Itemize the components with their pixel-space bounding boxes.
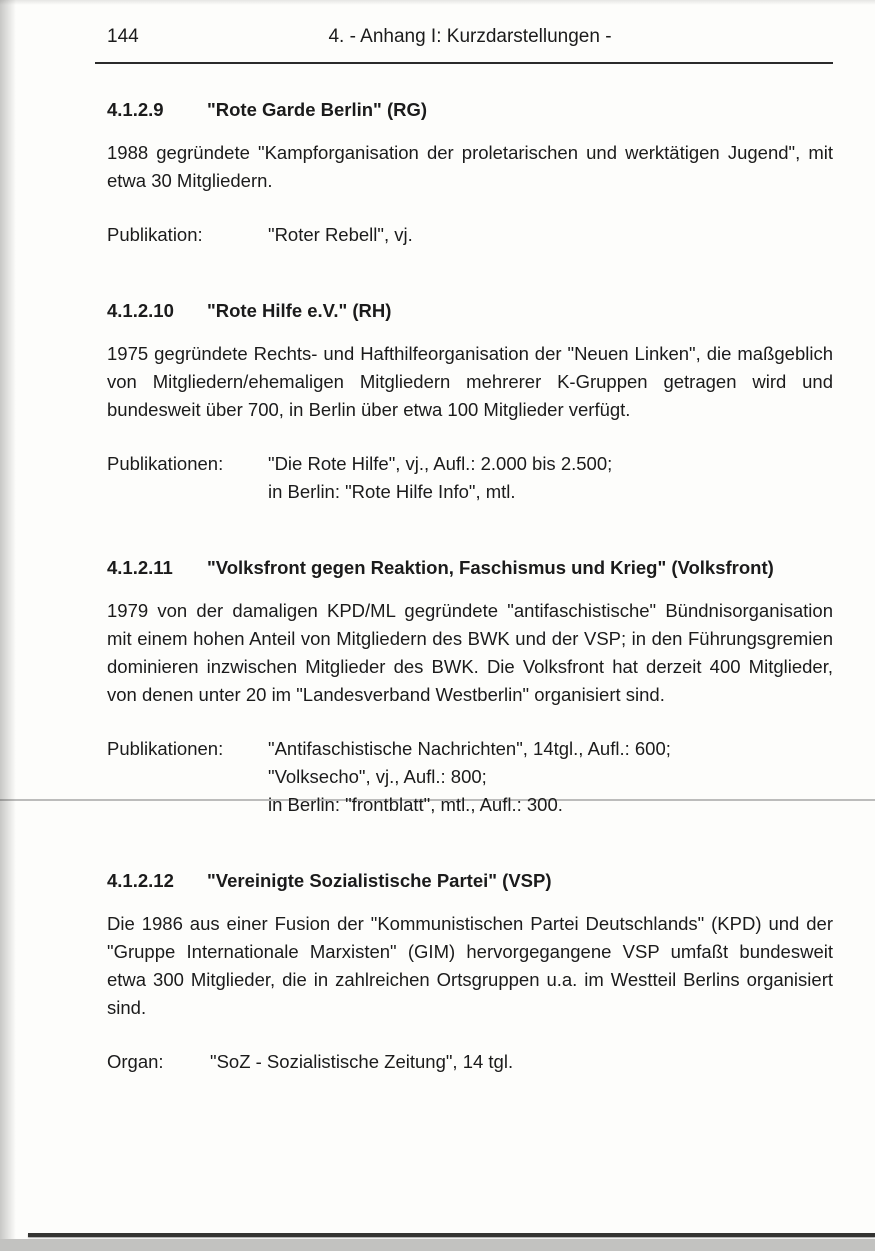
publication-block [107,1048,833,1076]
publication-block [107,735,833,819]
section-heading [107,869,833,892]
header-rule [95,62,833,64]
section-body: 1988 gegründete "Kampforganisation der proletarischen und werktätigen Jugend", mit etwa 30 Mitgliedern. [107,142,833,191]
publication-lines [268,735,833,819]
publication-line: "Die Rote Hilfe", vj., Aufl.: 2.000 bis 2.500; [268,453,613,474]
publication-line: in Berlin: "frontblatt", mtl., Aufl.: 300. [268,794,563,815]
publication-lines [268,450,833,506]
section-body: 1975 gegründete Rechts- und Hafthilfeorganisation der "Neuen Linken", die maßgeblich von Mitgliedern/ehemaligen Mitgliedern mehrerer K-Gruppen getragen wird und bundesweit über 700, in Berlin über etwa 100 Mitglieder verfügt. [107,343,833,420]
section-number: 4.1.2.9 [107,99,164,120]
section-body: Die 1986 aus einer Fusion der "Kommunistischen Partei Deutschlands" (KPD) und der "Gruppe Internationale Marxisten" (GIM) hervorgegangene VSP umfaßt bundesweit etwa 300 Mitglieder, die in zahlreichen Ortsgruppen u.a. im Westteil Berlins organisiert sind. [107,913,833,1018]
scan-bottom-shade [0,1239,875,1251]
section-heading [107,98,833,121]
publication-line: "Volksecho", vj., Aufl.: 800; [268,766,487,787]
section-number: 4.1.2.11 [107,557,173,578]
section-heading [107,556,833,579]
publication-line: "Antifaschistische Nachrichten", 14tgl., Aufl.: 600; [268,738,671,759]
section-volksfront [107,556,833,819]
section-title: "Rote Garde Berlin" (RG) [207,99,428,120]
publication-label: Publikationen: [107,453,224,474]
section-heading [107,299,833,322]
publication-label: Organ: [107,1051,164,1072]
scan-bottom-dark-line [28,1233,875,1237]
publication-label: Publikation: [107,224,203,245]
section-number: 4.1.2.10 [107,300,174,321]
publication-line: "SoZ - Sozialistische Zeitung", 14 tgl. [210,1051,514,1072]
publication-lines [268,221,833,249]
section-rote-garde-berlin [107,98,833,249]
page-header [107,26,833,50]
header-title: 4. - Anhang I: Kurzdarstellungen - [328,26,612,47]
publication-line: in Berlin: "Rote Hilfe Info", mtl. [268,481,516,502]
section-number: 4.1.2.12 [107,870,174,891]
section-title: "Rote Hilfe e.V." (RH) [207,300,392,321]
publication-label: Publikationen: [107,738,224,759]
publication-line: "Roter Rebell", vj. [268,224,413,245]
publication-block [107,221,833,249]
page-number: 144 [107,26,139,47]
publication-block [107,450,833,506]
publication-lines [210,1048,833,1076]
section-rote-hilfe [107,299,833,506]
section-title: "Volksfront gegen Reaktion, Faschismus und Krieg" (Volksfront) [207,557,774,578]
section-title: "Vereinigte Sozialistische Partei" (VSP) [207,870,552,891]
section-vsp [107,869,833,1076]
section-body: 1979 von der damaligen KPD/ML gegründete "antifaschistische" Bündnisorganisation mit einem hohen Anteil von Mitgliedern des BWK und der VSP; in den Führungsgremien dominieren inzwischen Mitglieder des BWK. Die Volksfront hat derzeit 400 Mitglieder, von denen unter 20 im "Landesverband Westberlin" organisiert sind. [107,600,833,705]
